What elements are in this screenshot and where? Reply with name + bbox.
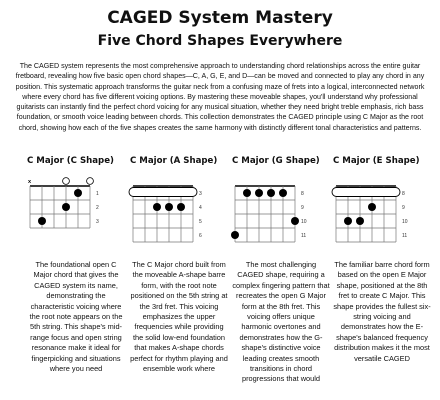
finger-dot — [153, 203, 161, 211]
chord-title: C Major (A Shape) — [130, 156, 218, 166]
fret-number-label: 1 — [96, 191, 99, 197]
fret-number-label: 3 — [199, 191, 202, 197]
fret-number-label: 8 — [402, 191, 405, 197]
finger-dot — [291, 217, 299, 225]
fret-number-label: 10 — [402, 219, 408, 225]
intro-paragraph: The CAGED system represents the most comprehensive approach to understanding chord relationships across the entire guitar fretboard, revealing how five basic open chord shapes—C, A, G, E, and D—can be moved and connected to play any chord in any position. This systematic approach transforms the guitar neck from a confusing maze of frets into a logical, interconnected network where every chord has five different voicing options. By mastering these moveable shapes, you'll understand why professional guitarists can instantly find the perfect chord voicing for any musical situation, whether they need bright treble emphasis, rich bass foundation, or smooth voice leading between chords. This collection demonstrates the CAGED principle using C Major as the root chord, showing how each of the five shapes creates the same harmony with distinctly different tonal characteristics and patterns. — [15, 62, 425, 132]
barre-marker — [129, 188, 197, 197]
fret-number-label: 10 — [301, 219, 307, 225]
chord-diagram — [333, 174, 431, 254]
finger-dot — [74, 189, 82, 197]
chord-title: C Major (E Shape) — [333, 156, 420, 166]
chord-card-g-shape — [232, 156, 330, 384]
fret-number-label: 8 — [301, 191, 304, 197]
finger-dot — [38, 217, 46, 225]
finger-dot — [255, 189, 263, 197]
fret-number-label: 11 — [301, 233, 307, 239]
fret-number-label: 5 — [199, 219, 202, 225]
finger-dot — [267, 189, 275, 197]
finger-dot — [165, 203, 173, 211]
chord-diagram — [130, 174, 228, 254]
chord-card-a-shape — [130, 156, 228, 374]
fret-number-label: 9 — [402, 205, 405, 211]
finger-dot — [344, 217, 352, 225]
chord-diagram — [232, 174, 330, 254]
chord-title: C Major (C Shape) — [27, 156, 114, 166]
barre-marker — [332, 188, 400, 197]
chord-description: The most challenging CAGED shape, requiring a complex fingering pattern that recreates the open G Major form at the 8th fret. This voicing offers unique harmonic overtones and demonstrates how the G-shape's distinctive voice leading creates smooth transitions in chord progressions that would — [232, 260, 330, 384]
finger-dot — [177, 203, 185, 211]
finger-dot — [356, 217, 364, 225]
chord-title: C Major (G Shape) — [232, 156, 320, 166]
finger-dot — [62, 203, 70, 211]
fret-number-label: 3 — [96, 219, 99, 225]
chord-description: The foundational open C Major chord that gives the CAGED system its name, demonstrating the characteristic voicing where the root note appears on the 5th string. This shape's mid-range focus and open string resonance make it ideal for fingerpicking and situations where you need — [29, 260, 123, 374]
fret-number-label: 6 — [199, 233, 202, 239]
fret-number-label: 11 — [402, 233, 408, 239]
fret-number-label: 2 — [96, 205, 99, 211]
finger-dot — [243, 189, 251, 197]
finger-dot — [279, 189, 287, 197]
finger-dot — [368, 203, 376, 211]
chord-card-e-shape — [333, 156, 431, 363]
open-string-marker — [63, 178, 70, 185]
chord-description: The C Major chord built from the moveable A-shape barre form, with the root note positioned on the 5th string at the 3rd fret. This voicing emphasizes the upper frequencies while providing the solid low-end foundation that makes A-shape chords perfect for rhythm playing and ensemble work where — [130, 260, 228, 374]
page-title: CAGED System Mastery — [107, 8, 333, 28]
chord-diagram — [27, 174, 125, 254]
chord-description: The familiar barre chord form based on the open E Major shape, positioned at the 8th fret to create C Major. This shape provides the fullest six-string voicing and demonstrates how the E-shape's balanced frequency distribution makes it the most versatile CAGED — [333, 260, 431, 363]
muted-string-marker: x — [28, 179, 32, 185]
open-string-marker — [87, 178, 94, 185]
fret-number-label: 9 — [301, 205, 304, 211]
finger-dot — [231, 231, 239, 239]
chord-card-c-shape — [27, 156, 125, 374]
fret-number-label: 4 — [199, 205, 202, 211]
page-subtitle: Five Chord Shapes Everywhere — [97, 33, 343, 49]
